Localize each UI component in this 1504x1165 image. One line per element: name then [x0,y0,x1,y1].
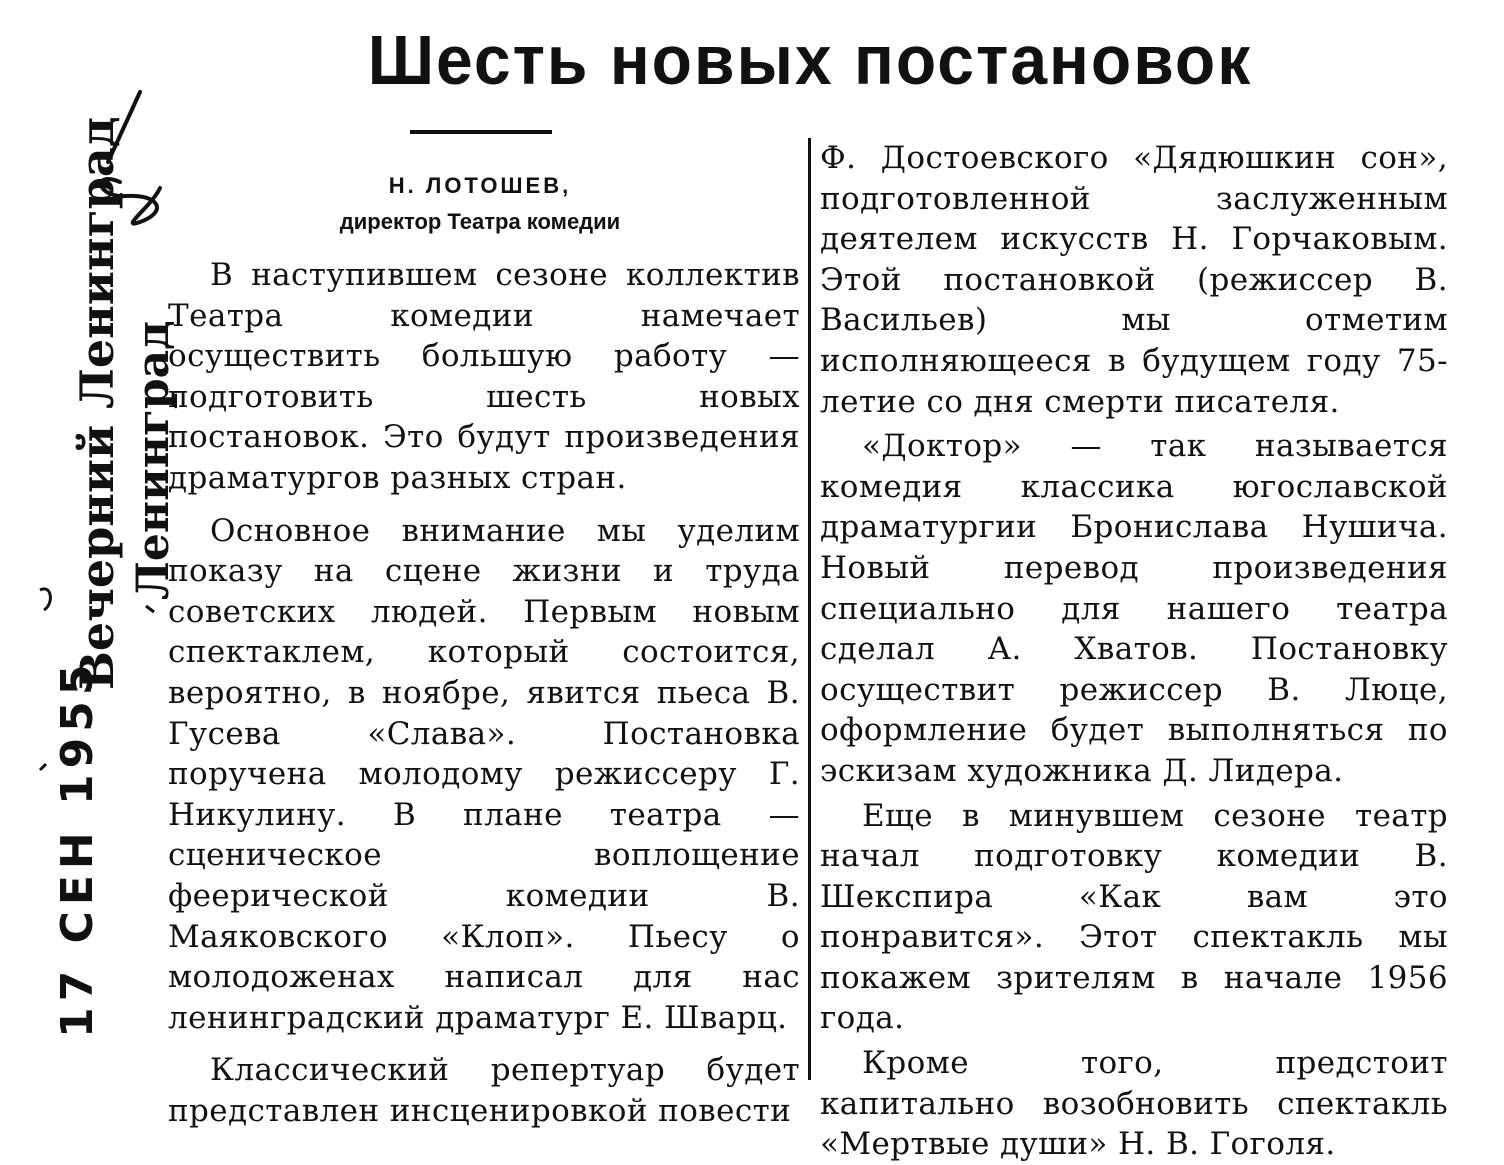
pen-stroke-tick [40,764,46,770]
stamp-date: 17 СЕН 1955 [52,658,103,1038]
paragraph: Еще в минувшем сезоне театр начал подготовку комедии В. Шекспира «Как вам это понравится». Этот спектакль мы покажем зрителям в начале 1956 года. [820,797,1448,1037]
pen-stroke-squiggle [101,179,160,224]
paragraph: В наступившем сезоне коллектив Театра комедии намечает осуществить большую работу — подготовить шесть новых постановок. Это будут произведения драматургов разных стран. [168,257,800,496]
paragraph: Основное внимание мы уделим показу на сцене жизни и труда советских людей. Первым новым спектаклем, который состоится, вероятно, в ноябре, явится пьеса В. Гусева «Слава». Постановка поручена молодому режиссеру Г. Никулину. В плане театра — сценическое воплощение феерической комедии В. Маяковского «Клоп». Пьесу о молодоженах написал для нас ленинградский драматург Е. Шварц. [168,512,800,1036]
paragraph: Классический репертуар будет представлен инсценировкой повести [168,1052,800,1129]
stamp-publication: Вечерний Ленинград [70,116,124,690]
article-headline: Шесть новых постановок [367,21,1253,99]
paragraph: Кроме того, предстоит капитально возобновить спектакль «Мертвые души» Н. В. Гоголя. [820,1045,1448,1163]
paragraph: «Доктор» — так называется комедия классика югославской драматургии Бронислава Нушича. Новый перевод произведения специально для нашего театра сделал А. Хватов. Постановку осуществит режиссер В. Люце, оформление будет выполняться по эскизам художника Д. Лидера. [820,428,1448,789]
author-name: Н. ЛОТОШЕВ, [388,173,572,198]
pen-stroke-hook [40,589,50,610]
pen-stroke-tick [146,606,154,612]
stamp-city: Ленинград [128,320,179,600]
pen-stroke-diagonal [108,92,140,162]
author-position: директор Театра комедии [339,209,621,234]
paragraph: Ф. Достоевского «Дядюшкин сон», подготовленной заслуженным деятелем искусств Н. Горчаковым. Этой постановкой (режиссер В. Васильев) мы отметим исполняющееся в будущем году 75-летие со дня смерти писателя. [820,140,1448,420]
